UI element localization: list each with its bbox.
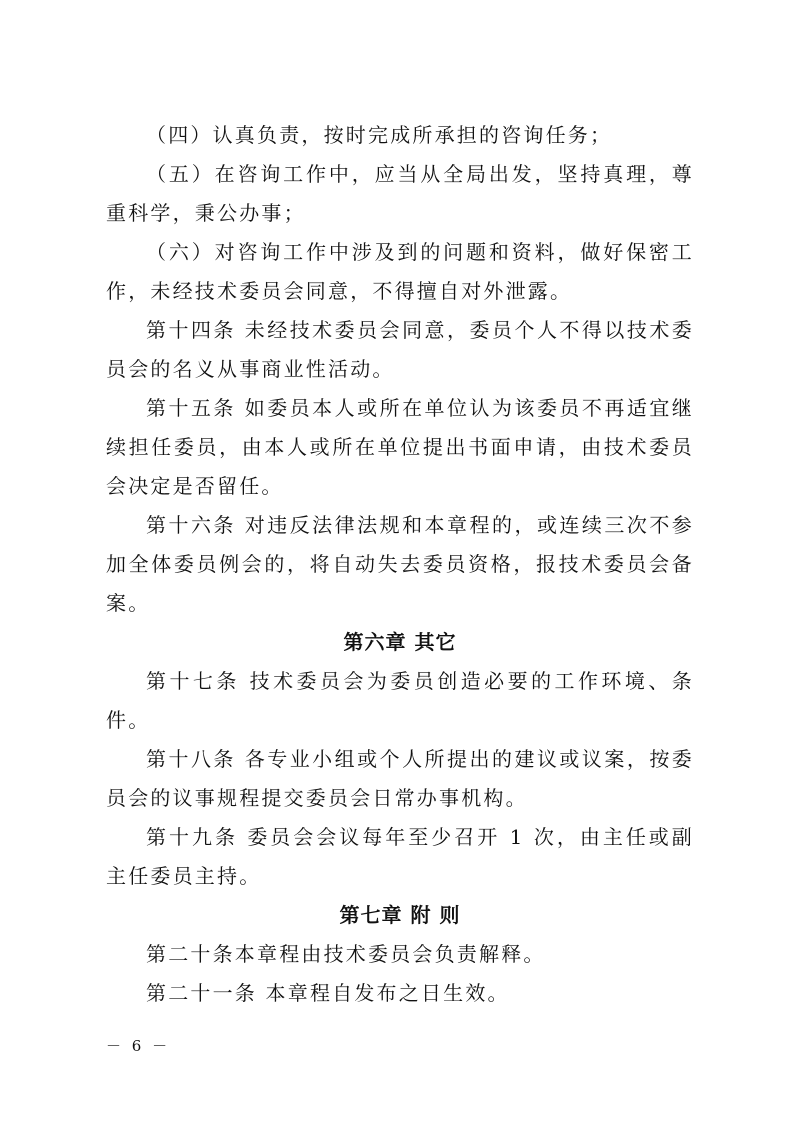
document-body [106,116,694,1013]
paragraph-article-17: 第十七条 技术委员会为委员创造必要的工作环境、条件。 [106,669,694,732]
paragraph-article-20: 第二十条本章程由技术委员会负责解释。 [146,942,546,966]
paragraph-article-14: 第十四条 未经技术委员会同意，委员个人不得以技术委员会的名义从事商业性活动。 [106,318,694,381]
paragraph-article-19: 第十九条 委员会会议每年至少召开 1 次，由主任或副主任委员主持。 [106,825,694,888]
chapter-7-heading: 第七章 附 则 [339,903,461,927]
paragraph-clause-4: （四）认真负责，按时完成所承担的咨询任务； [146,123,613,147]
chapter-6-heading: 第六章 其它 [343,630,457,654]
paragraph-article-16: 第十六条 对违反法律法规和本章程的，或连续三次不参加全体委员例会的，将自动失去委员资格，报技术委员会备案。 [106,513,694,615]
page-number: － 6 － [106,1037,171,1055]
paragraph-article-15: 第十五条 如委员本人或所在单位认为该委员不再适宜继续担任委员，由本人或所在单位提出书面申请，由技术委员会决定是否留任。 [106,396,694,498]
paragraph-article-21: 第二十一条 本章程自发布之日生效。 [146,981,510,1005]
paragraph-clause-6: （六）对咨询工作中涉及到的问题和资料，做好保密工作，未经技术委员会同意，不得擅自对外泄露。 [106,240,694,303]
paragraph-clause-5: （五）在咨询工作中，应当从全局出发，坚持真理，尊重科学，秉公办事； [106,162,694,225]
paragraph-article-18: 第十八条 各专业小组或个人所提出的建议或议案，按委员会的议事规程提交委员会日常办事机构。 [106,747,694,810]
